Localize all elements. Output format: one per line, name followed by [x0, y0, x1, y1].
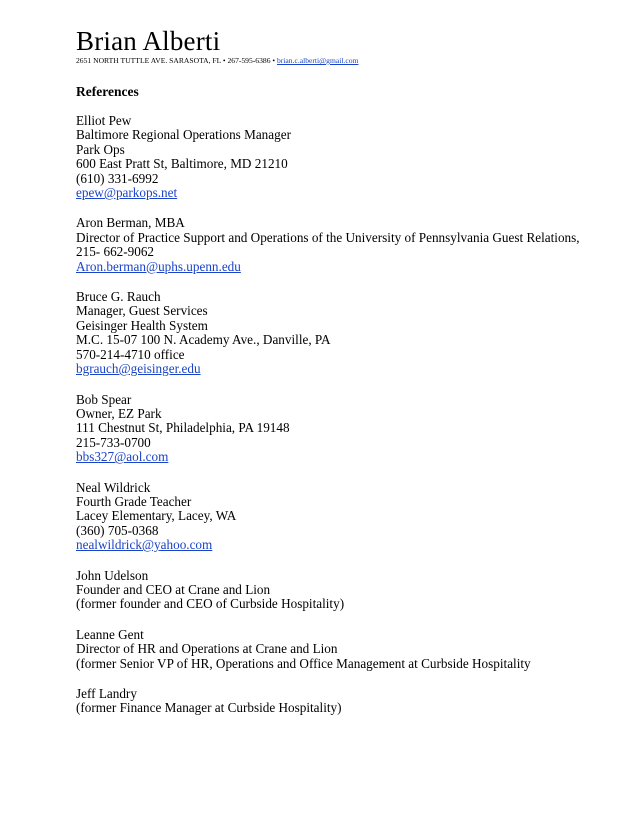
reference-detail: (former Senior VP of HR, Operations and Office Management at Curbside Hospitality — [76, 655, 531, 671]
reference-email-link[interactable]: bbs327@aol.com — [76, 449, 169, 465]
reference-detail: (610) 331-6992 — [76, 170, 159, 186]
reference-name: Leanne Gent — [76, 626, 144, 642]
reference-detail: Director of HR and Operations at Crane and Lion — [76, 641, 338, 657]
reference-email-link[interactable]: Aron.berman@uphs.upenn.edu — [76, 258, 241, 274]
reference-entry — [76, 628, 616, 671]
reference-detail: (former Finance Manager at Curbside Hospitality) — [76, 700, 342, 716]
reference-detail: Manager, Guest Services — [76, 303, 208, 319]
reference-name: John Udelson — [76, 567, 149, 583]
reference-email-link[interactable]: nealwildrick@yahoo.com — [76, 537, 213, 553]
reference-detail: Director of Practice Support and Operations of the University of Pennsylvania Guest Relations, — [76, 229, 580, 245]
reference-detail: 600 East Pratt St, Baltimore, MD 21210 — [76, 156, 288, 172]
reference-entry — [76, 481, 616, 553]
bullet-separator: • — [272, 56, 276, 65]
reference-email-line — [76, 450, 616, 464]
reference-email-line — [76, 362, 616, 376]
reference-entry — [76, 114, 616, 200]
reference-name: Neal Wildrick — [76, 479, 151, 495]
references-list — [76, 114, 616, 716]
bullet-separator: • — [222, 56, 226, 65]
reference-detail: Lacey Elementary, Lacey, WA — [76, 508, 237, 524]
reference-detail: 215- 662-9062 — [76, 244, 155, 260]
reference-name: Elliot Pew — [76, 113, 132, 128]
phone: 267-595-6386 — [227, 56, 271, 65]
reference-email-line — [76, 260, 616, 274]
reference-detail: Geisinger Health System — [76, 317, 208, 333]
reference-detail: M.C. 15-07 100 N. Academy Ave., Danville, PA — [76, 332, 331, 348]
reference-email-link[interactable]: epew@parkops.net — [76, 185, 178, 201]
reference-name: Aron Berman, MBA — [76, 215, 185, 231]
reference-detail: Fourth Grade Teacher — [76, 493, 192, 509]
reference-detail: (360) 705-0368 — [76, 522, 159, 538]
address: 2651 NORTH TUTTLE AVE. SARASOTA, FL — [76, 56, 221, 65]
reference-detail: (former founder and CEO of Curbside Hospitality) — [76, 596, 345, 612]
reference-name: Bob Spear — [76, 391, 132, 407]
section-title: References — [76, 84, 139, 99]
reference-name: Bruce G. Rauch — [76, 289, 161, 305]
reference-detail: 111 Chestnut St, Philadelphia, PA 19148 — [76, 420, 290, 436]
email-link[interactable]: brian.c.alberti@gmail.com — [276, 56, 359, 65]
reference-detail: Park Ops — [76, 141, 125, 157]
reference-detail: 570-214-4710 office — [76, 346, 185, 362]
reference-detail: Founder and CEO at Crane and Lion — [76, 581, 271, 597]
reference-detail: 215-733-0700 — [76, 434, 151, 450]
reference-detail: Baltimore Regional Operations Manager — [76, 127, 291, 143]
reference-entry — [76, 290, 616, 376]
reference-entry — [76, 687, 616, 716]
candidate-name: Brian Alberti — [76, 26, 221, 56]
reference-entry — [76, 569, 616, 612]
reference-email-line — [76, 538, 616, 552]
reference-name: Jeff Landry — [76, 686, 137, 701]
reference-entry — [76, 393, 616, 465]
contact-line — [76, 56, 616, 66]
reference-email-line — [76, 186, 616, 200]
reference-email-link[interactable]: bgrauch@geisinger.edu — [76, 361, 201, 377]
reference-detail: Owner, EZ Park — [76, 405, 162, 421]
resume-page — [76, 26, 616, 716]
reference-entry — [76, 216, 616, 274]
